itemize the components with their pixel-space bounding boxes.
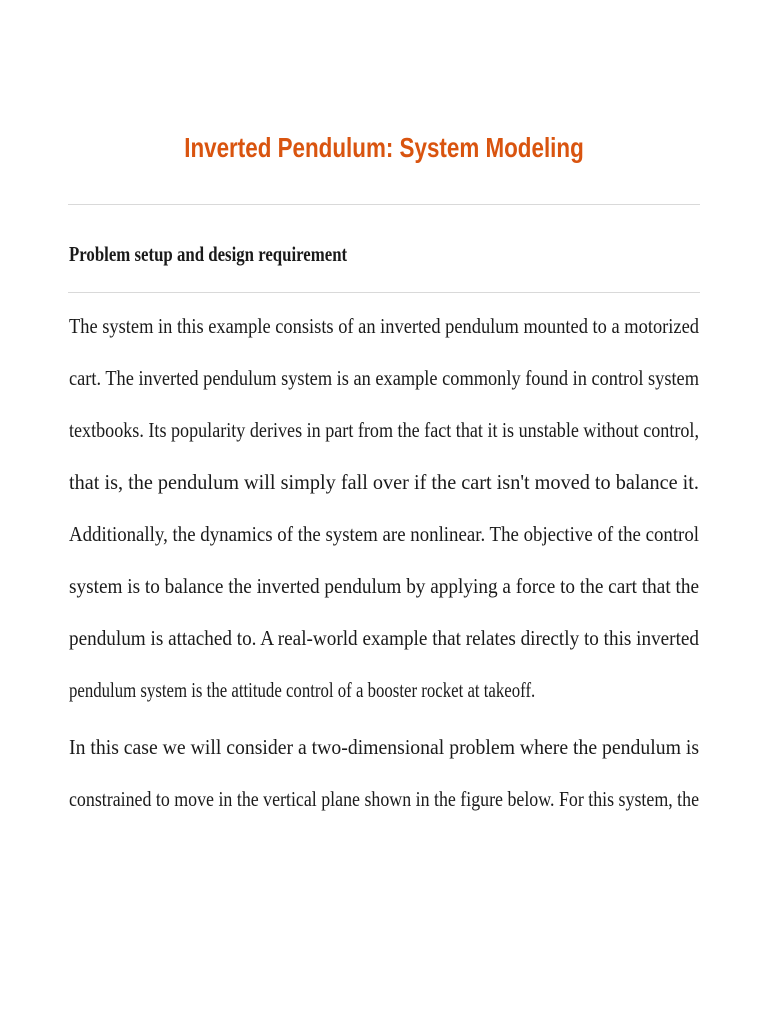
paragraph-problem [69,721,768,825]
paragraph-line: textbooks. Its popularity derives in part from the fact that it is unstable without control, [69,418,699,442]
paragraph-line: Additionally, the dynamics of the system are nonlinear. The objective of the control [69,522,700,546]
paragraph-line: pendulum is attached to. A real-world example that relates directly to this inverted [69,626,699,650]
section-divider [68,292,700,293]
page-title: Inverted Pendulum: System Modeling [184,132,584,163]
paragraph-intro [69,300,768,716]
paragraph-line: The system in this example consists of an inverted pendulum mounted to a motorized [69,314,699,338]
paragraph-line: that is, the pendulum will simply fall over if the cart isn't moved to balance it. [69,470,699,494]
paragraph-line: constrained to move in the vertical plane shown in the figure below. For this system, the [69,787,700,811]
paragraph-line: system is to balance the inverted pendulum by applying a force to the cart that the [69,574,699,598]
paragraph-line: In this case we will consider a two-dimensional problem where the pendulum is [69,735,700,759]
paragraph-line: pendulum system is the attitude control of a booster rocket at takeoff. [69,678,536,702]
section-heading: Problem setup and design requirement [69,242,348,266]
paragraph-line: cart. The inverted pendulum system is an example commonly found in control system [69,366,699,390]
title-divider [68,204,700,205]
